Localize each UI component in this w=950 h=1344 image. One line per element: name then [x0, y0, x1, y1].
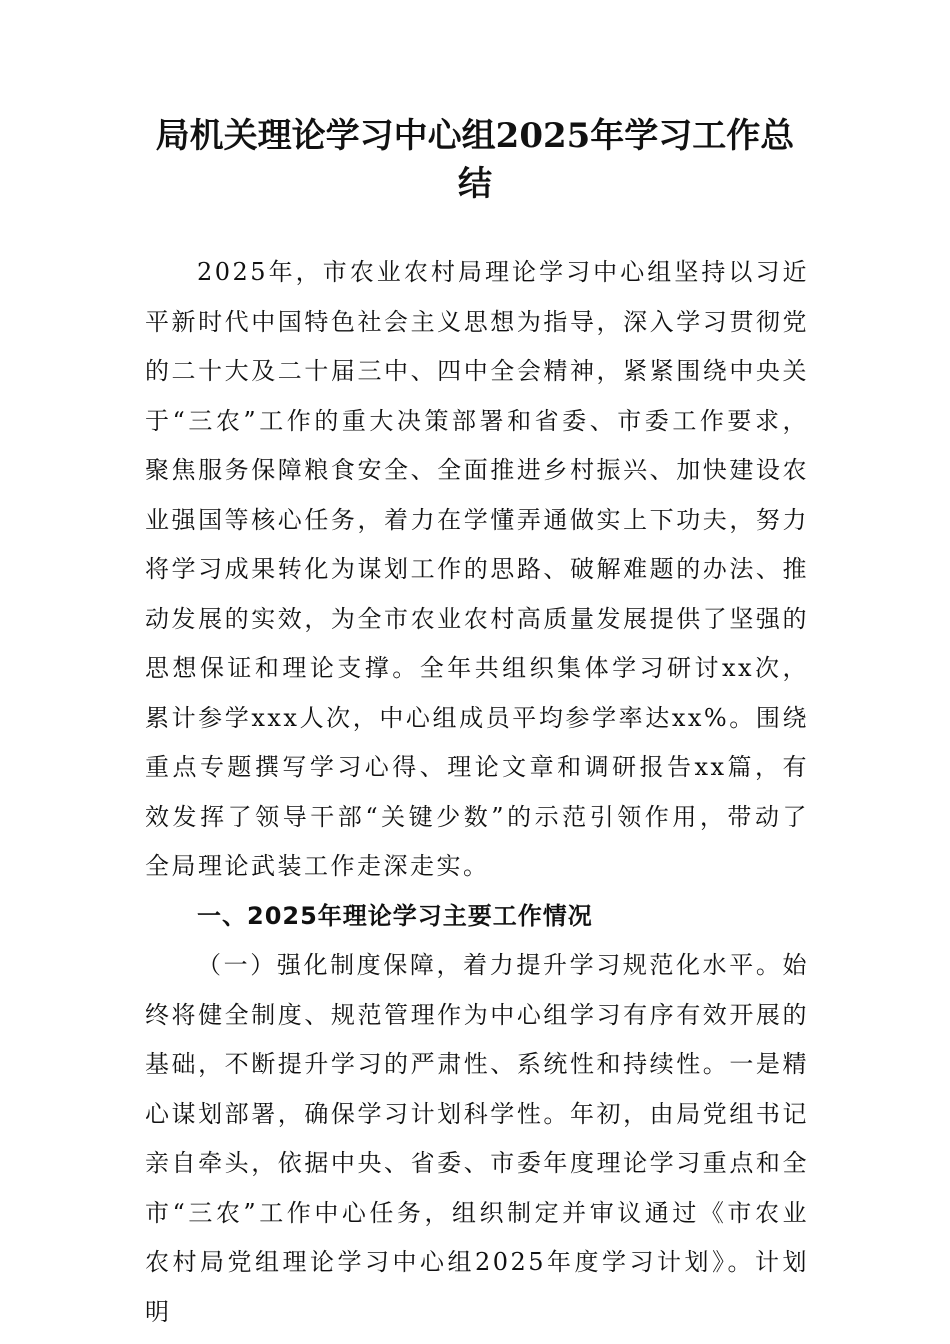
section-paragraph: （一）强化制度保障，着力提升学习规范化水平。始终将健全制度、规范管理作为中心组学习有序有效开展的基础，不断提升学习的严肃性、系统性和持续性。一是精心谋划部署，确保学习计划科学性。年初，由局党组书记亲自牵头，依据中央、省委、市委年度理论学习重点和全市“三农”工作中心任务，组织制定并审议通过《市农业农村局党组理论学习中心组2025年度学习计划》。计划明	[145, 951, 809, 1326]
document-body	[145, 248, 809, 1337]
document-title: 局机关理论学习中心组2025年学习工作总结	[155, 116, 795, 204]
section-heading: 一、2025年理论学习主要工作情况	[197, 901, 593, 930]
intro-paragraph: 2025年，市农业农村局理论学习中心组坚持以习近平新时代中国特色社会主义思想为指导，深入学习贯彻党的二十大及二十届三中、四中全会精神，紧紧围绕中央关于“三农”工作的重大决策部署和省委、市委工作要求，聚焦服务保障粮食安全、全面推进乡村振兴、加快建设农业强国等核心任务，着力在学懂弄通做实上下功夫，努力将学习成果转化为谋划工作的思路、破解难题的办法、推动发展的实效，为全市农业农村高质量发展提供了坚强的思想保证和理论支撑。全年共组织集体学习研讨xx次，累计参学xxx人次，中心组成员平均参学率达xx%。围绕重点专题撰写学习心得、理论文章和调研报告xx篇，有效发挥了领导干部“关键少数”的示范引领作用，带动了全局理论武装工作走深走实。	[145, 258, 809, 880]
